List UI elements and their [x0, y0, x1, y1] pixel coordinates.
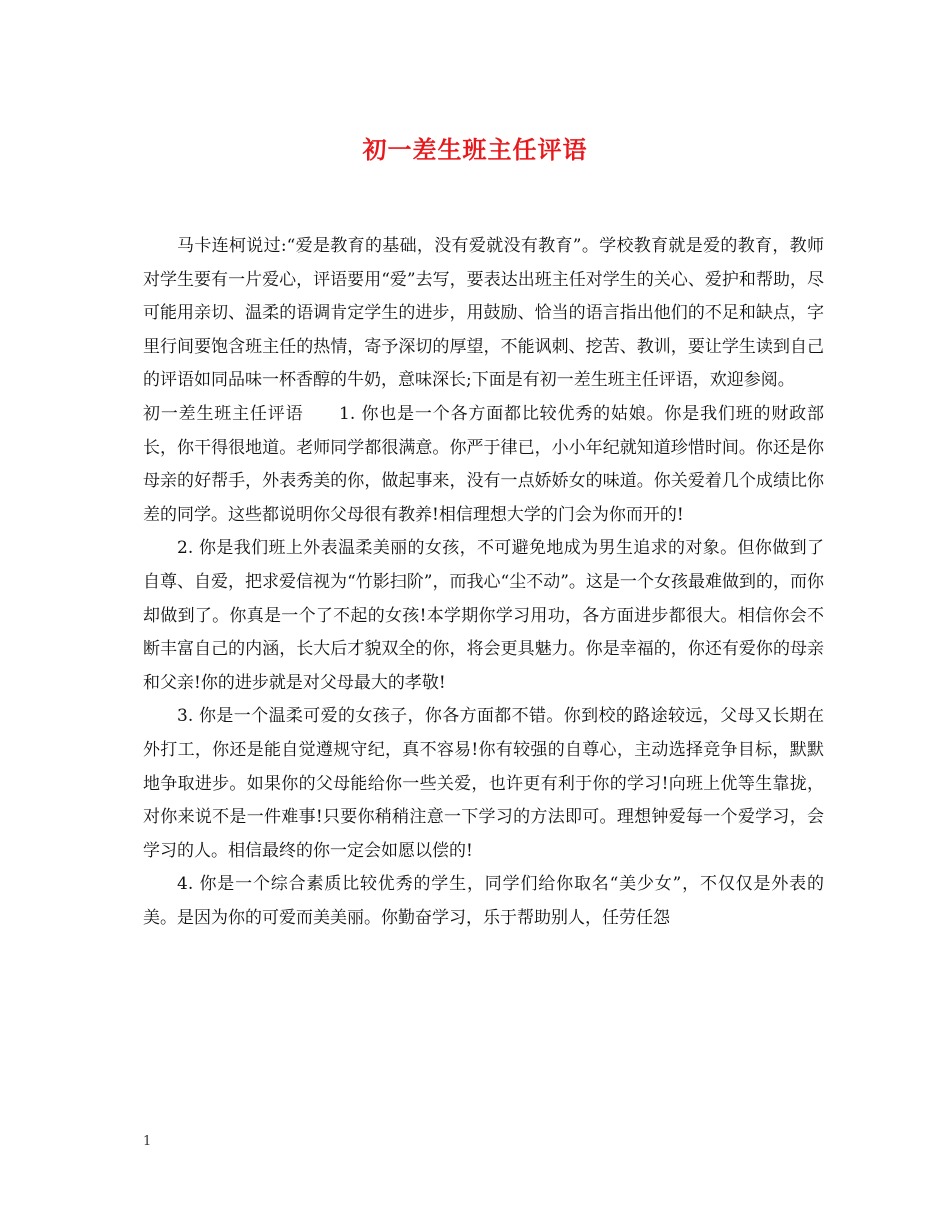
page-title: 初一差生班主任评语 — [362, 135, 588, 164]
intro-paragraph: 马卡连柯说过:“爱是教育的基础，没有爱就没有教育”。学校教育就是爱的教育，教师对学生要有一片爱心，评语要用“爱”去写，要表达出班主任对学生的关心、爱护和帮助，尽可能用亲切、温柔的语调肯定学生的进步，用鼓励、恰当的语言指出他们的不足和缺点，字里行间要饱含班主任的热情，寄予深切的厚望，不能讽刺、挖苦、教训，要让学生读到自己的评语如同品味一杯香醇的牛奶，意味深长;下面是有初一差生班主任评语，欢迎参阅。 — [143, 236, 824, 391]
paragraph-2: 2. 你是我们班上外表温柔美丽的女孩，不可避免地成为男生追求的对象。但你做到了自尊、自爱，把求爱信视为“竹影扫阶”，而我心“尘不动”。这是一个女孩最难做到的，而你却做到了。你真是一个了不起的女孩!本学期你学习用功，各方面进步都很大。相信你会不断丰富自己的内涵，长大后才貌双全的你，将会更具魅力。你是幸福的，你还有爱你的母亲和父亲!你的进步就是对父母最大的孝敬! — [143, 538, 824, 693]
paragraph-3: 3. 你是一个温柔可爱的女孩子，你各方面都不错。你到校的路途较远，父母又长期在外打工，你还是能自觉遵规守纪，真不容易!你有较强的自尊心，主动选择竞争目标，默默地争取进步。如果你的父母能给你一些关爱，也许更有利于你的学习!向班上优等生靠拢，对你来说不是一件难事!只要你稍稍注意一下学习的方法即可。理想钟爱每一个爱学习，会学习的人。相信最终的你一定会如愿以偿的! — [143, 706, 824, 861]
paragraph-1: 初一差生班主任评语 1. 你也是一个各方面都比较优秀的姑娘。你是我们班的财政部长，你干得很地道。老师同学都很满意。你严于律已，小小年纪就知道珍惜时间。你还是你母亲的好帮手，外表秀美的你，做起事来，没有一点娇娇女的味道。你关爱着几个成绩比你差的同学。这些都说明你父母很有教养!相信理想大学的门会为你而开的! — [143, 403, 824, 525]
document-body — [143, 230, 824, 935]
page-number: 1 — [143, 1134, 152, 1149]
paragraph-4: 4. 你是一个综合素质比较优秀的学生，同学们给你取名“美少女”，不仅仅是外表的美。是因为你的可爱而美美丽。你勤奋学习，乐于帮助别人，任劳任怨 — [143, 874, 824, 928]
